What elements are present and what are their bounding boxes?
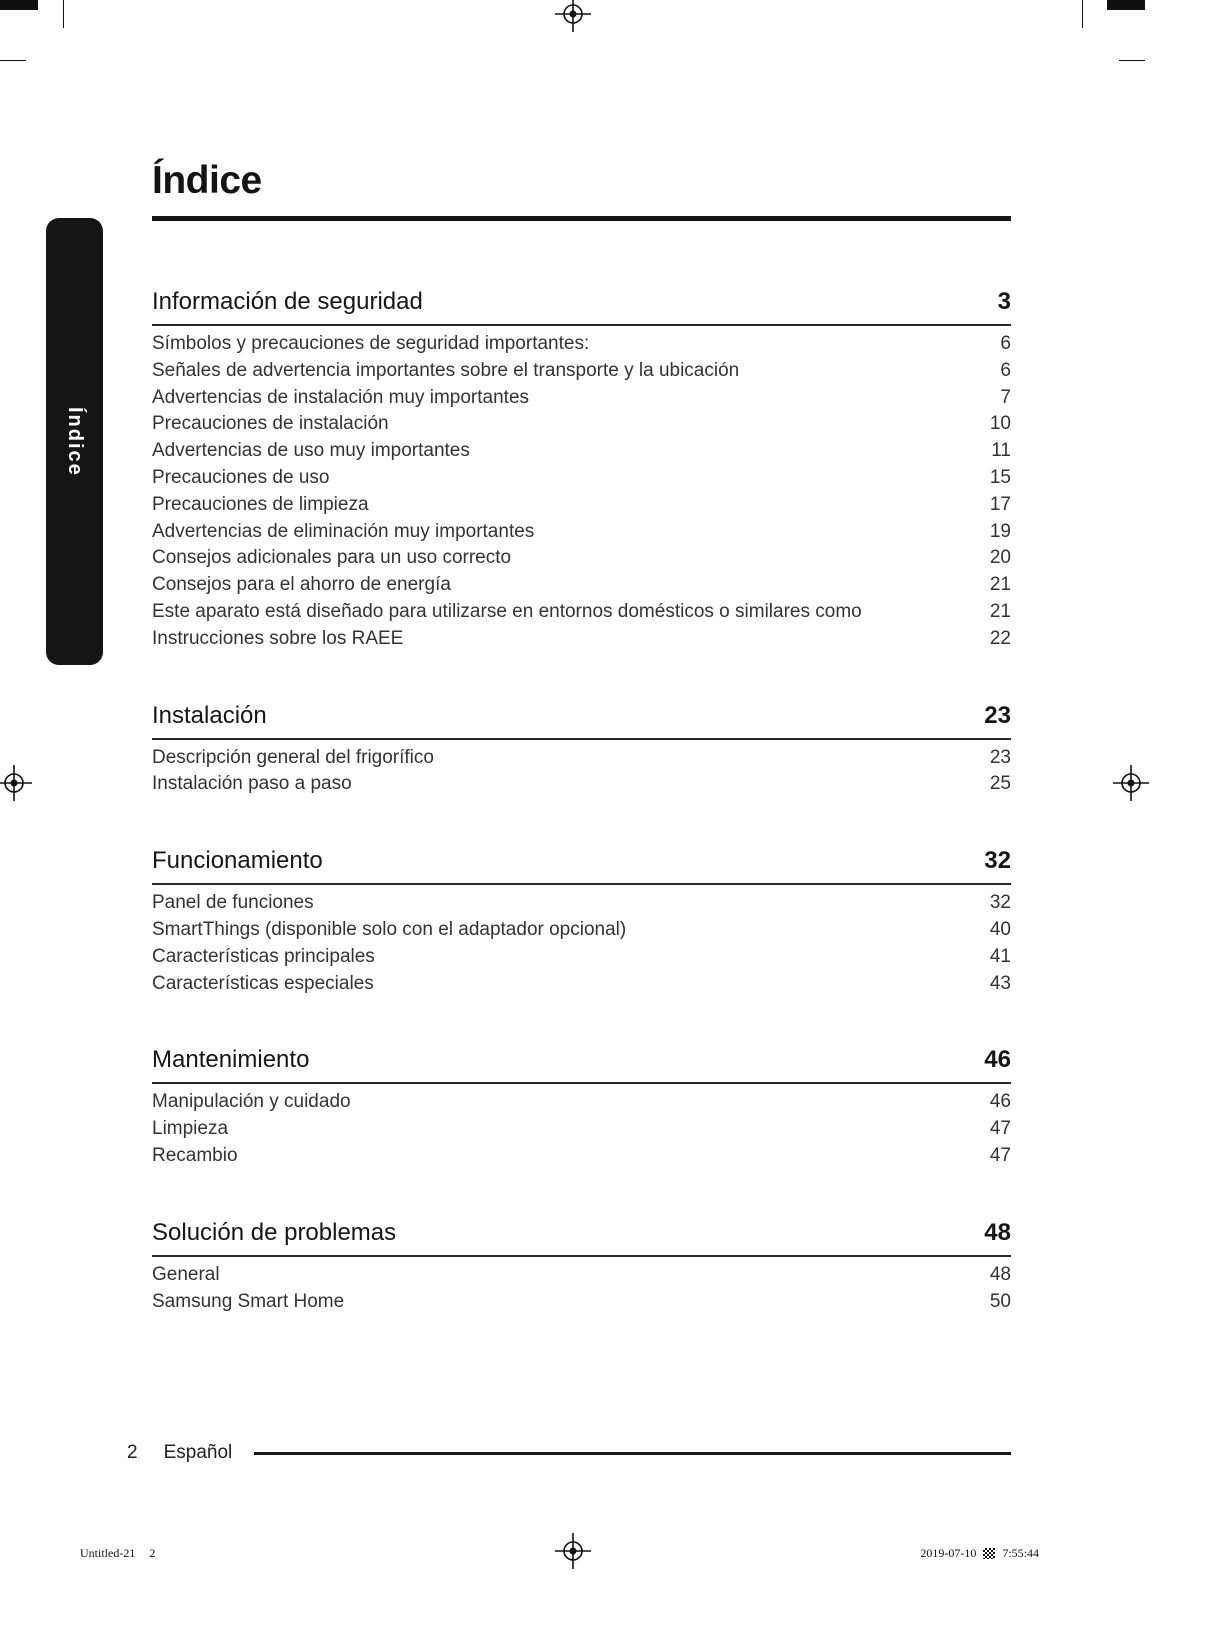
section-page-number: 46 <box>984 1046 1011 1074</box>
toc-entry-label: Instalación paso a paso <box>152 773 352 795</box>
toc-entry-page: 50 <box>989 1290 1011 1312</box>
toc-entry-page: 21 <box>989 574 1011 596</box>
title-divider <box>152 216 1011 221</box>
section-divider <box>152 738 1011 740</box>
toc-entry-page: 21 <box>989 600 1011 622</box>
footer-language: Español <box>163 1442 233 1463</box>
trim-mark-top-right <box>1082 0 1083 28</box>
toc-entry-page: 6 <box>1000 333 1011 354</box>
section-divider <box>152 1082 1011 1084</box>
toc-entry-label: SmartThings (disponible solo con el adaptador opcional) <box>152 918 627 940</box>
print-corner-bar-left <box>0 0 38 10</box>
section-page-number: 3 <box>997 288 1011 315</box>
toc-entry-label: Consejos adicionales para un uso correcto <box>152 547 512 569</box>
toc-section-solucion-de-problemas <box>152 1218 1011 1316</box>
section-divider <box>152 883 1011 885</box>
toc-entry <box>152 545 1011 572</box>
toc-entry <box>152 890 1011 917</box>
toc-entry-label: Consejos para el ahorro de energía <box>152 574 451 596</box>
toc-entry-page: 17 <box>989 493 1011 515</box>
toc-entry <box>152 411 1011 438</box>
page-footer <box>127 1442 1011 1464</box>
toc-entry-page: 10 <box>989 413 1011 435</box>
toc-entry-label: Este aparato está diseñado para utilizarse en entornos domésticos o similares como <box>152 600 862 622</box>
toc-entry-page: 47 <box>989 1144 1011 1166</box>
toc-entry-label: Samsung Smart Home <box>152 1290 345 1312</box>
toc-entry <box>152 465 1011 492</box>
toc-entry <box>152 1116 1011 1143</box>
toc-entry <box>152 519 1011 546</box>
print-file-info <box>80 1546 155 1561</box>
toc-entry <box>152 1089 1011 1116</box>
toc-entry <box>152 385 1011 412</box>
print-date: 2019-07-10 <box>920 1546 977 1560</box>
toc-section-instalacion <box>152 701 1011 799</box>
trim-mark-right <box>1119 60 1145 61</box>
toc-entry-label: Recambio <box>152 1144 238 1166</box>
toc-entry-label: Limpieza <box>152 1118 229 1140</box>
toc-entry <box>152 1143 1011 1170</box>
toc-entry-label: Panel de funciones <box>152 892 314 914</box>
toc-entry <box>152 1262 1011 1289</box>
section-divider <box>152 1255 1011 1257</box>
footer-page-number: 2 <box>127 1442 138 1463</box>
toc-entry-label: Señales de advertencia importantes sobre el transporte y la ubicación <box>152 359 740 381</box>
toc-entry <box>152 626 1011 653</box>
toc-entry <box>152 438 1011 465</box>
print-footer <box>0 1544 1209 1564</box>
section-title: Funcionamiento <box>152 847 323 875</box>
toc-entry-page: 41 <box>989 945 1011 967</box>
page-title: Índice <box>152 159 262 202</box>
chapter-tab-label: Índice <box>64 406 86 477</box>
print-file-label: Untitled-21 <box>80 1546 136 1560</box>
toc-entry <box>152 971 1011 998</box>
trim-mark-left <box>0 60 26 61</box>
chapter-tab-indice <box>46 218 103 665</box>
toc-entry-page: 20 <box>989 547 1011 569</box>
toc-entry-label: Precauciones de instalación <box>152 413 389 435</box>
toc-entry-label: Descripción general del frigorífico <box>152 746 434 768</box>
section-title: Instalación <box>152 701 267 729</box>
section-title: Solución de problemas <box>152 1218 397 1246</box>
toc-entry <box>152 358 1011 385</box>
section-title: Información de seguridad <box>152 288 423 315</box>
toc-entry-page: 6 <box>1000 359 1011 381</box>
toc-entry-label: Características principales <box>152 945 375 967</box>
registration-mark-icon <box>555 0 591 32</box>
registration-mark-icon <box>0 765 32 801</box>
toc-section-funcionamiento <box>152 846 1011 997</box>
toc-entry-page: 7 <box>1000 386 1011 408</box>
section-title: Mantenimiento <box>152 1046 310 1074</box>
toc-entry-page: 47 <box>989 1118 1011 1140</box>
toc-entry-label: Advertencias de instalación muy importantes <box>152 386 530 408</box>
section-divider <box>152 324 1011 326</box>
print-timestamp <box>920 1546 1039 1561</box>
toc-entry-label: Características especiales <box>152 972 374 994</box>
toc-entry <box>152 771 1011 798</box>
toc-entry-label: Instrucciones sobre los RAEE <box>152 627 404 649</box>
section-page-number: 23 <box>984 701 1011 729</box>
toc-entry <box>152 572 1011 599</box>
toc-section-mantenimiento <box>152 1045 1011 1169</box>
section-page-number: 32 <box>984 847 1011 875</box>
toc-entry <box>152 331 1011 358</box>
toc-entry-page: 22 <box>989 627 1011 649</box>
toc-entry-label: Manipulación y cuidado <box>152 1091 351 1113</box>
registration-mark-icon <box>1113 765 1149 801</box>
toc-entry <box>152 492 1011 519</box>
toc-entry <box>152 599 1011 626</box>
toc-content <box>152 160 1011 1315</box>
toc-entry <box>152 944 1011 971</box>
toc-entry-page: 40 <box>989 918 1011 940</box>
toc-entry-page: 19 <box>989 520 1011 542</box>
print-corner-bar-right <box>1107 0 1145 10</box>
datamatrix-icon <box>983 1548 995 1559</box>
toc-entry-label: Precauciones de limpieza <box>152 493 369 515</box>
toc-entry <box>152 917 1011 944</box>
trim-mark-top-left <box>63 0 64 28</box>
print-sheet-number: 2 <box>149 1546 156 1560</box>
toc-entry-page: 23 <box>989 746 1011 768</box>
toc-entry-label: Advertencias de uso muy importantes <box>152 440 470 462</box>
toc-entry-label: Precauciones de uso <box>152 466 330 488</box>
toc-entry <box>152 745 1011 772</box>
toc-entry-page: 25 <box>989 773 1011 795</box>
footer-divider <box>254 1452 1011 1455</box>
toc-entry-page: 43 <box>989 972 1011 994</box>
toc-entry-page: 46 <box>989 1091 1011 1113</box>
toc-entry-page: 48 <box>989 1263 1011 1285</box>
print-time: 7:55:44 <box>1002 1546 1039 1560</box>
section-page-number: 48 <box>984 1218 1011 1246</box>
toc-entry-label: General <box>152 1263 220 1285</box>
toc-entry-page: 15 <box>989 466 1011 488</box>
toc-entry-page: 11 <box>991 440 1011 462</box>
toc-entry <box>152 1289 1011 1316</box>
toc-section-informacion-de-seguridad <box>152 287 1011 653</box>
toc-entry-label: Advertencias de eliminación muy importantes <box>152 520 535 542</box>
toc-entry-page: 32 <box>989 892 1011 914</box>
toc-entry-label: Símbolos y precauciones de seguridad importantes: <box>152 333 590 354</box>
